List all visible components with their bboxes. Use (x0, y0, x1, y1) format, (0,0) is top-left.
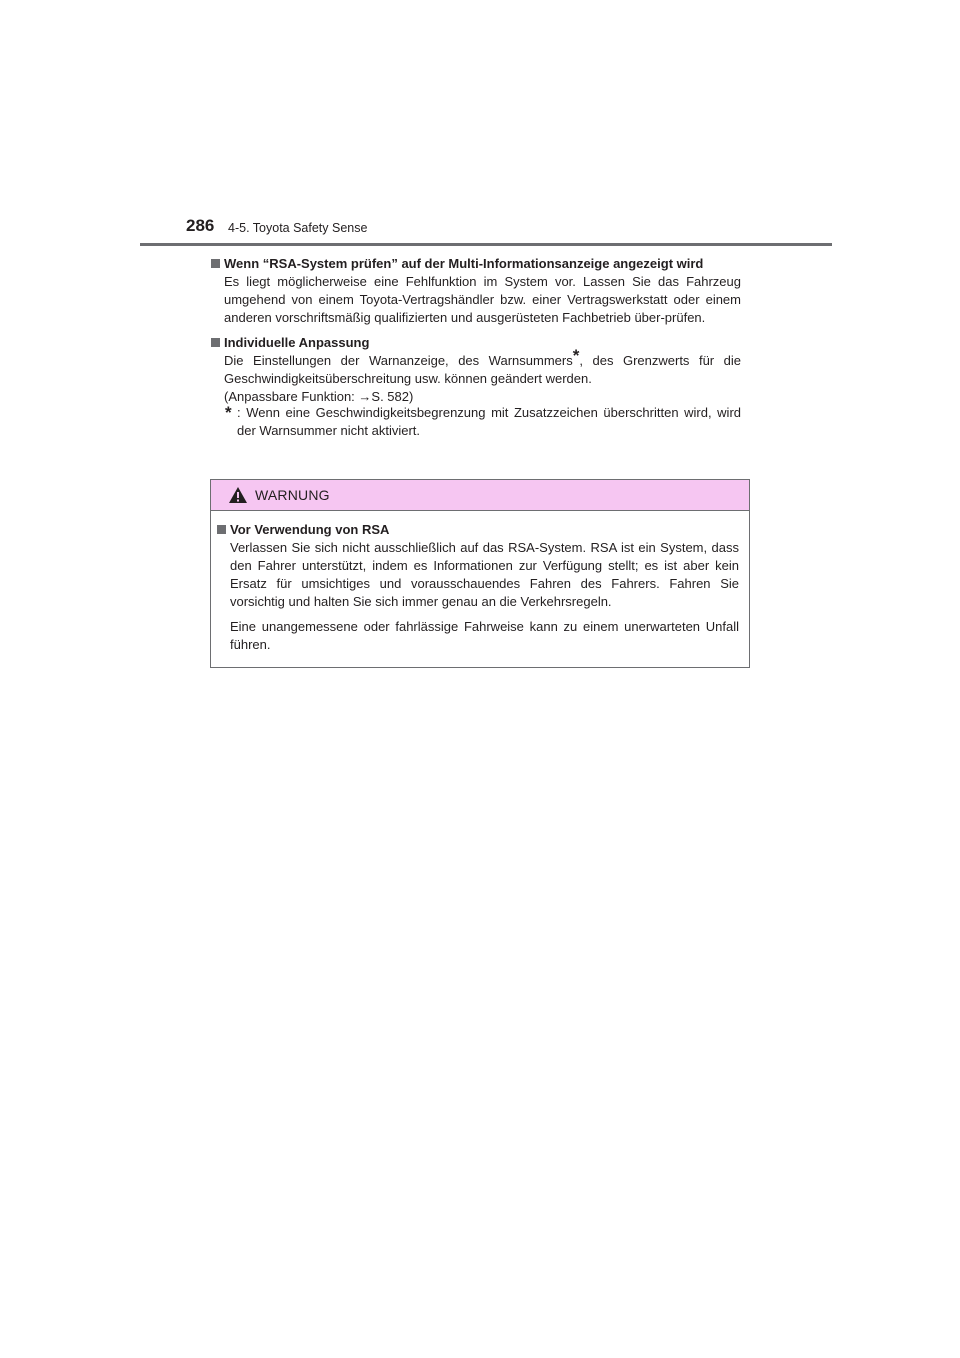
item-rsa-check (211, 255, 741, 327)
page-number: 286 (186, 216, 215, 235)
square-bullet-icon (217, 525, 226, 534)
warning-title: WARNUNG (255, 487, 330, 503)
warning-triangle-icon (228, 486, 248, 504)
warning-header (211, 480, 749, 511)
item-heading-text: Wenn “RSA-System prüfen” auf der Multi-Informationsanzeige angezeigt wird (224, 256, 704, 271)
footnote-asterisk: * (225, 403, 232, 422)
item-heading-text: Individuelle Anpassung (224, 335, 370, 350)
item-heading (211, 334, 741, 352)
warning-subheading-text: Vor Verwendung von RSA (230, 522, 390, 537)
warning-paragraph: Eine unangemessene oder fahrlässige Fahrweise kann zu einem unerwarteten Unfall führen. (230, 619, 739, 652)
main-content (211, 255, 741, 447)
square-bullet-icon (211, 259, 220, 268)
page-header (186, 216, 832, 246)
warning-text (230, 539, 739, 654)
header-rule (140, 243, 832, 246)
item-body (224, 346, 742, 406)
item-customization (211, 334, 741, 440)
item-body (224, 273, 741, 327)
footnote (211, 404, 741, 440)
warning-paragraph: Verlassen Sie sich nicht ausschließlich auf das RSA-System. RSA ist ein System, dass den Fahrer unterstützt, indem es Informationen zur Verfügung stellt; es ist aber kein Ersatz für umsichtiges und vorausschauendes Fahren des Fahrers. Fahren Sie vorsichtig und halten Sie sich immer genau an die Verkehrsregeln. (230, 540, 739, 609)
square-bullet-icon (211, 338, 220, 347)
item-paragraph: Es liegt möglicherweise eine Fehlfunktion im System vor. Lassen Sie das Fahrzeug umgehend von einem Toyota-Vertragshändler bzw. einer Vertragswerkstatt oder einem anderen vorschriftsmäßig qualifizierten und ausgerüsteten Fachbetrieb über-prüfen. (224, 274, 741, 325)
cross-reference: (Anpassbare Funktion: →S. 582) (224, 389, 414, 404)
item-paragraph (224, 346, 742, 388)
section-title: 4-5. Toyota Safety Sense (228, 221, 368, 235)
paragraph-text: , des Grenzwerts für die Geschwindigkeitsüberschreitung usw. können geändert werden. (224, 353, 742, 386)
item-heading (211, 255, 741, 273)
asterisk-marker: * (572, 346, 580, 365)
paragraph-text: Die Einstellungen der Warnanzeige, des Warnsummers (224, 353, 573, 368)
warning-box (210, 479, 750, 668)
warning-subheading (217, 521, 739, 539)
footnote-text: : Wenn eine Geschwindigkeitsbegrenzung mit Zusatzzeichen überschritten wird, wird der Warnsummer nicht aktiviert. (237, 405, 741, 438)
warning-body (211, 511, 749, 654)
